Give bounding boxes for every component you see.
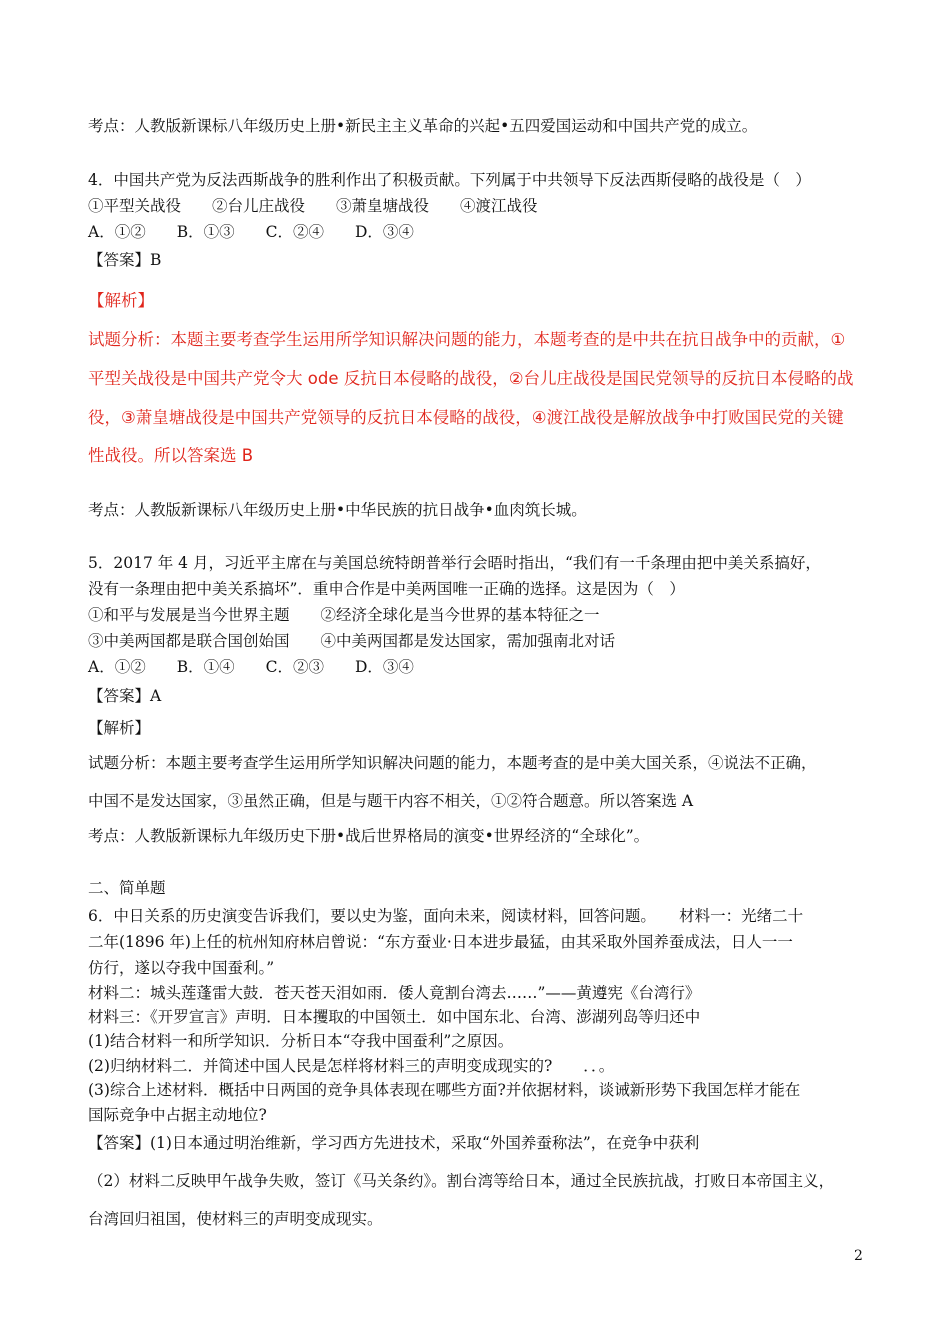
- q5-analysis-line2: 中国不是发达国家，③虽然正确，但是与题干内容不相关，①②符合题意。所以答案选 A: [88, 792, 694, 810]
- q5-stem-line1: 5．2017 年 4 月，习近平主席在与美国总统特朗普举行会晤时指出，“我们有一千条理由把中美关系搞好，: [88, 554, 821, 572]
- q4-answer: 【答案】B: [88, 251, 162, 269]
- q6-answer-line2: （2）材料二反映甲午战争失败，签订《马关条约》。割台湾等给日本，通过全民族抗战，打败日本帝国主义，: [88, 1172, 835, 1190]
- q4-items: ①平型关战役 ②台儿庄战役 ③萧皇塘战役 ④渡江战役: [88, 197, 538, 215]
- page-number: 2: [854, 1248, 863, 1264]
- q5-answer: 【答案】A: [88, 687, 162, 705]
- q4-analysis-line4: 性战役。所以答案选 B: [88, 446, 254, 465]
- q6-line8: (3)综合上述材料．概括中日两国的竞争具体表现在哪些方面?并依据材料，谈诫新形势下我国怎样才能在: [88, 1081, 801, 1099]
- q6-answer-line3: 台湾回归祖国，使材料三的声明变成现实。: [88, 1210, 383, 1228]
- q5-analysis-line1: 试题分析：本题主要考查学生运用所学知识解决问题的能力，本题考查的是中美大国关系，④说法不正确，: [88, 754, 817, 772]
- q6-line7: (2)归纳材料二．并简述中国人民是怎样将材料三的声明变成现实的? ．．。: [88, 1057, 615, 1075]
- q4-analysis-line1: 试题分析：本题主要考查学生运用所学知识解决问题的能力，本题考查的是中共在抗日战争中的贡献，①: [88, 330, 846, 349]
- q4-options: A．①② B．①③ C．②④ D．③④: [88, 223, 414, 241]
- q4-analysis-line2: 平型关战役是中国共产党令大 ode 反抗日本侵略的战役，②台儿庄战役是国民党领导的反抗日本侵略的战: [88, 369, 854, 388]
- q6-answer-line1: 【答案】(1)日本通过明治维新，学习西方先进技术，采取“外国养蚕称法”，在竞争中获利: [88, 1134, 700, 1152]
- section-heading: 二、简单题: [88, 879, 166, 897]
- q4-analysis-line3: 役，③萧皇塘战役是中国共产党领导的反抗日本侵略的战役，④渡江战役是解放战争中打败国民党的关键: [88, 408, 844, 427]
- q5-analysis-heading: 【解析】: [88, 719, 151, 737]
- q5-options: A．①② B．①④ C．②③ D．③④: [88, 658, 414, 676]
- kaodian-q3: 考点：人教版新课标八年级历史上册•新民主主义革命的兴起•五四爱国运动和中国共产党的成立。: [88, 117, 758, 135]
- q6-line4: 材料二：城头莲蓬雷大鼓．苍天苍天泪如雨．倭人竟割台湾去……”——黄遵宪《台湾行》: [88, 984, 701, 1002]
- q4-analysis-heading: 【解析】: [88, 291, 154, 310]
- q6-line6: (1)结合材料一和所学知识．分析日本“夺我中国蚕利”之原因。: [88, 1032, 514, 1050]
- q5-items-line2: ③中美两国都是联合国创始国 ④中美两国都是发达国家，需加强南北对话: [88, 632, 616, 650]
- kaodian-q4: 考点：人教版新课标八年级历史上册•中华民族的抗日战争•血肉筑长城。: [88, 501, 587, 519]
- q6-line1: 6．中日关系的历史演变告诉我们，要以史为鉴，面向未来，阅读材料，回答问题。 材料一：光绪二十: [88, 907, 804, 925]
- q6-line3: 仿行，遂以夺我中国蚕利。”: [88, 959, 275, 977]
- kaodian-q5: 考点：人教版新课标九年级历史下册•战后世界格局的演变•世界经济的“全球化”。: [88, 827, 650, 845]
- q6-line9: 国际竞争中占据主动地位?: [88, 1106, 267, 1124]
- q5-stem-line2: 没有一条理由把中美关系搞坏”．重申合作是中美两国唯一正确的选择。这是因为（ ）: [88, 580, 685, 598]
- q6-line2: 二年(1896 年)上任的杭州知府林启曾说：“东方蚕业·日本进步最猛，由其采取外国养蚕成法，日人一一: [88, 933, 793, 951]
- q4-stem: 4．中国共产党为反法西斯战争的胜利作出了积极贡献。下列属于中共领导下反法西斯侵略的战役是（ ）: [88, 171, 811, 189]
- q5-items-line1: ①和平与发展是当今世界主题 ②经济全球化是当今世界的基本特征之一: [88, 606, 600, 624]
- q6-line5: 材料三：《开罗宣言》声明．日本攫取的中国领土．如中国东北、台湾、澎湖列岛等归还中: [88, 1008, 701, 1026]
